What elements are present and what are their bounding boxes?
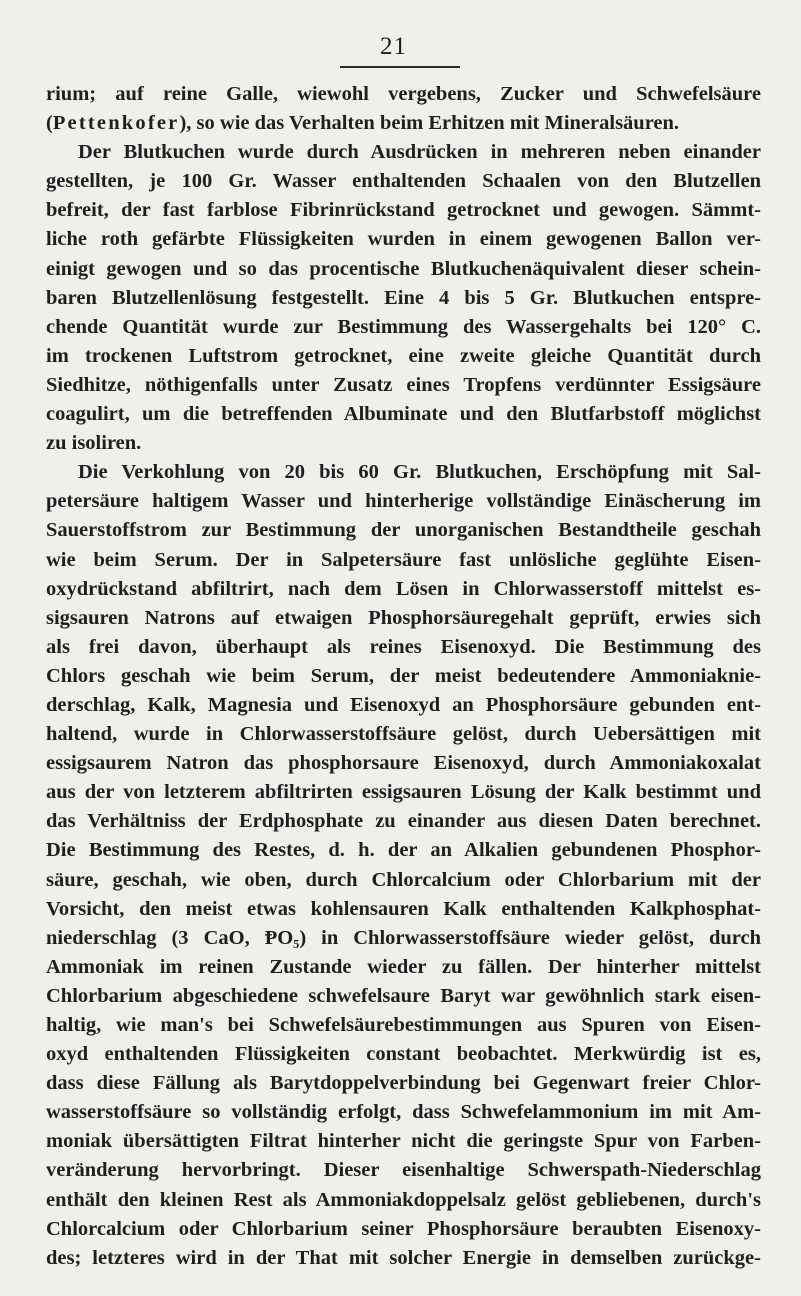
text-line: zu isoliren. (46, 432, 142, 455)
text-line: gestellten, je 100 Gr. Wasser enthaltenden Schaalen von den Blutzellen (46, 170, 761, 193)
text-line: säure, geschah, wie oben, durch Chlorcalcium oder Chlorbarium mit der (46, 868, 761, 891)
text-line: baren Blutzellenlösung festgestellt. Eine 4 bis 5 Gr. Blutkuchen entspre- (46, 286, 761, 309)
header-rule (340, 66, 460, 68)
text-line: chende Quantität wurde zur Bestimmung des Wassergehalts bei 120° C. (46, 315, 761, 338)
text-line: Ammoniak im reinen Zustande wieder zu fällen. Der hinterher mittelst (46, 955, 761, 978)
text-line: Sauerstoffstrom zur Bestimmung der unorganischen Bestandtheile geschah (46, 519, 761, 542)
text-line: einigt gewogen und so das procentische Blutkuchenäquivalent dieser schein- (46, 257, 761, 280)
text-line: Der Blutkuchen wurde durch Ausdrücken in mehreren neben einander (78, 141, 761, 164)
text-line: derschlag, Kalk, Magnesia und Eisenoxyd an Phosphorsäure gebunden ent- (46, 693, 761, 716)
text-line: essigsaurem Natron das phosphorsaure Eisenoxyd, durch Ammoniakoxalat (46, 752, 761, 775)
text-line: des; letzteres wird in der That mit solcher Energie in demselben zurückge- (46, 1246, 761, 1269)
text-line: niederschlag (3 CaO, ⱣO₅) in Chlorwasserstoffsäure wieder gelöst, durch (46, 926, 761, 949)
text-line: im trockenen Luftstrom getrocknet, eine zweite gleiche Quantität durch (46, 344, 761, 367)
text-line: sigsauren Natrons auf etwaigen Phosphorsäuregehalt geprüft, erwies sich (46, 606, 761, 629)
text-line: Die Verkohlung von 20 bis 60 Gr. Blutkuchen, Erschöpfung mit Sal- (78, 461, 761, 484)
text-line: oxyd enthaltenden Flüssigkeiten constant beobachtet. Merkwürdig ist es, (46, 1043, 761, 1066)
text-line: Chlors geschah wie beim Serum, der meist bedeutendere Ammoniaknie- (46, 664, 761, 687)
text-line: petersäure haltigem Wasser und hinterherige vollständige Einäscherung im (46, 490, 761, 513)
page-number: 21 (380, 33, 407, 60)
text-line: Siedhitze, nöthigenfalls unter Zusatz eines Tropfens verdünnter Essigsäure (46, 373, 761, 396)
text-line: liche roth gefärbte Flüssigkeiten wurden in einem gewogenen Ballon ver- (46, 228, 761, 251)
body-text (46, 80, 761, 1273)
text-line: Chlorcalcium oder Chlorbarium seiner Phosphorsäure beraubten Eisenoxy- (46, 1217, 761, 1240)
text-line: moniak übersättigten Filtrat hinterher nicht die geringste Spur von Farben- (46, 1130, 761, 1153)
text-line: Die Bestimmung des Restes, d. h. der an Alkalien gebundenen Phosphor- (46, 839, 761, 862)
text-line: das Verhältniss der Erdphosphate zu einander aus diesen Daten berechnet. (46, 810, 761, 833)
text-line: als frei davon, überhaupt als reines Eisenoxyd. Die Bestimmung des (46, 635, 761, 658)
text-line: veränderung hervorbringt. Dieser eisenhaltige Schwerspath-Niederschlag (46, 1159, 761, 1182)
text-line: coagulirt, um die betreffenden Albuminate und den Blutfarbstoff möglichst (46, 403, 761, 426)
text-line: (Pettenkofer), so wie das Verhalten beim Erhitzen mit Mineralsäuren. (46, 112, 680, 135)
text-line: wie beim Serum. Der in Salpetersäure fast unlösliche geglühte Eisen- (46, 548, 761, 571)
text-line: Chlorbarium abgeschiedene schwefelsaure Baryt war gewöhnlich stark eisen- (46, 984, 761, 1007)
text-line: befreit, der fast farblose Fibrinrückstand getrocknet und gewogen. Sämmt- (46, 199, 761, 222)
text-line: aus der von letzterem abfiltrirten essigsauren Lösung der Kalk bestimmt und (46, 781, 761, 804)
text-line: Vorsicht, den meist etwas kohlensauren Kalk enthaltenden Kalkphosphat- (46, 897, 761, 920)
author-name: Pettenkofer (52, 112, 180, 135)
text-line: haltig, wie man's bei Schwefelsäurebestimmungen aus Spuren von Eisen- (46, 1014, 761, 1036)
text-line: haltend, wurde in Chlorwasserstoffsäure gelöst, durch Uebersättigen mit (46, 723, 761, 746)
text-line: enthält den kleinen Rest als Ammoniakdoppelsalz gelöst gebliebenen, durch's (46, 1188, 761, 1211)
text-line: wasserstoffsäure so vollständig erfolgt, dass Schwefelammonium im mit Am- (46, 1101, 761, 1124)
text-line: rium; auf reine Galle, wiewohl vergebens, Zucker und Schwefelsäure (46, 83, 761, 105)
text-line: oxydrückstand abfiltrirt, nach dem Lösen in Chlorwasserstoff mittelst es- (46, 577, 761, 600)
text-line: dass diese Fällung als Barytdoppelverbindung bei Gegenwart freier Chlor- (46, 1072, 761, 1095)
